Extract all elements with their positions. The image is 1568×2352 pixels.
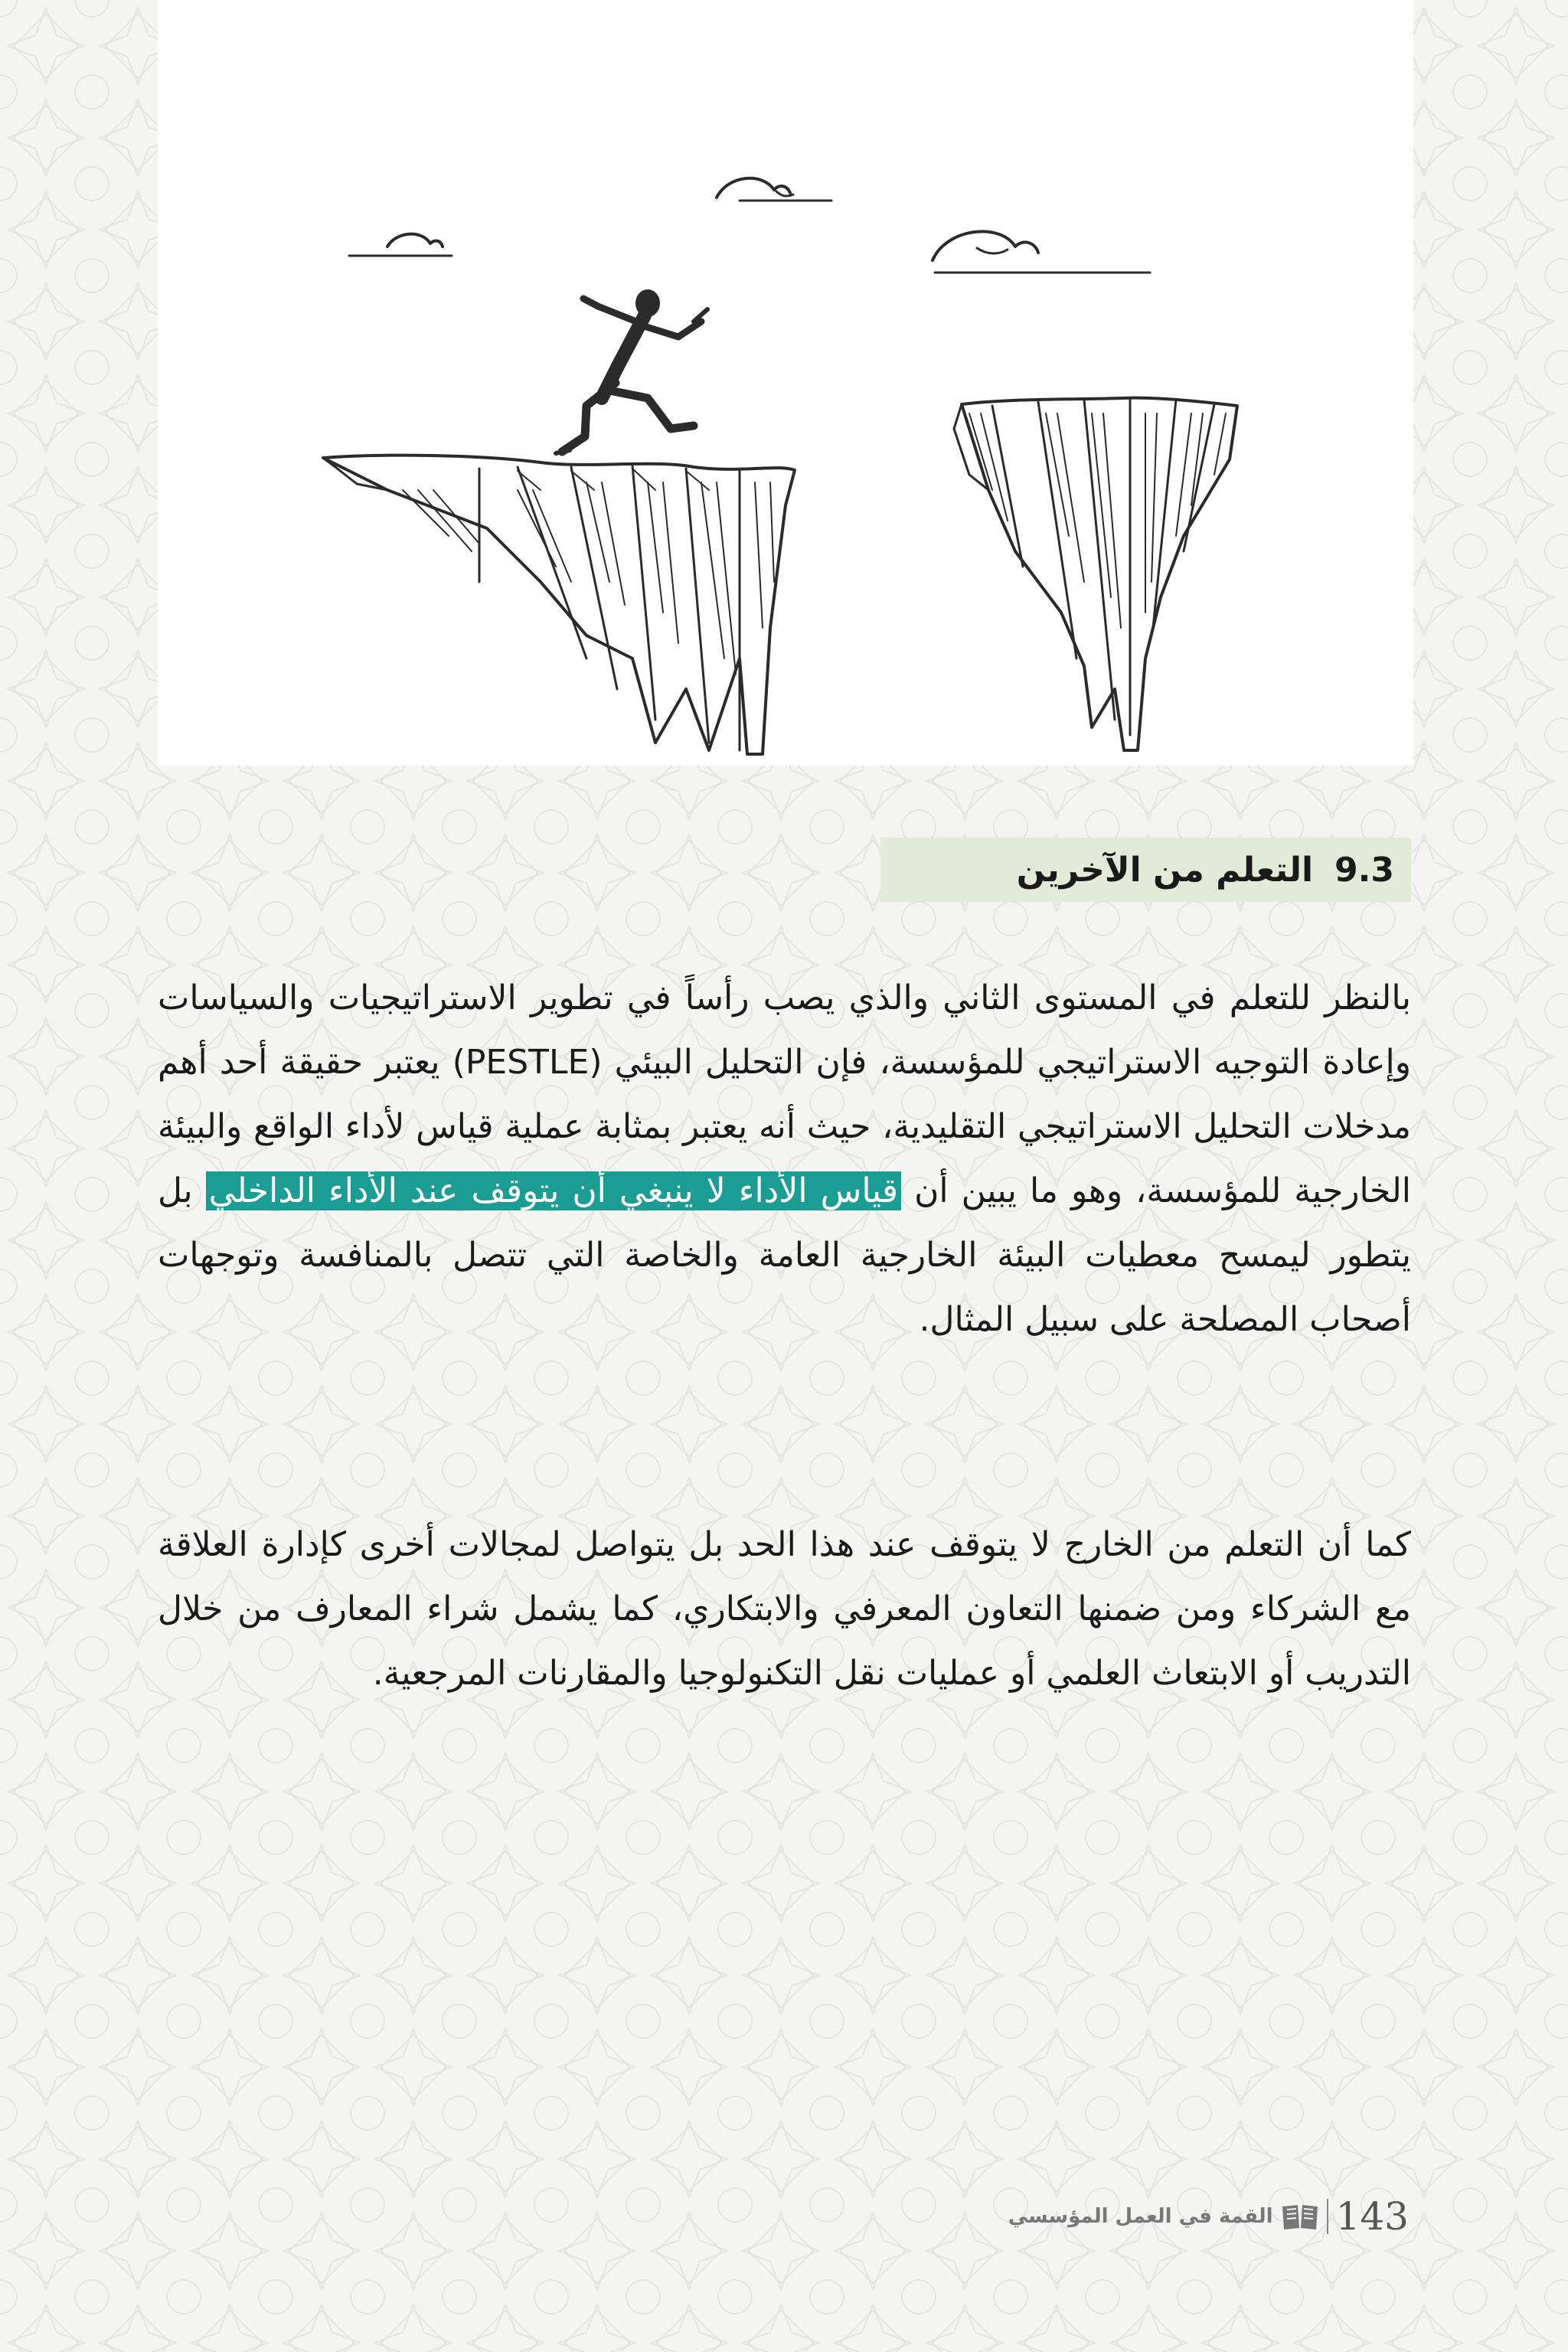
- paragraph-1-start: بالنظر للتعلم في المستوى الثاني والذي يصب رأساً في تطوير الاستراتيجيات والسياسات وإعادة التوجيه الاستراتيجي للمؤسسة، فإن التحليل البيئي (PESTLE) يعتبر حقيقة أحد أهم مدخلات التحليل الاستراتيجي التقليدية، حيث أنه يعتبر بمثابة عملية قياس لأداء الواقع والبيئة الخارجية للمؤسسة، وهو ما يبين أن: [158, 978, 1411, 1210]
- footer-book-title: القمة في العمل المؤسسي: [1008, 2205, 1273, 2228]
- page-footer: [1008, 2190, 1409, 2243]
- cliff-jump-illustration: [158, 0, 1413, 766]
- open-book-icon: [1281, 2202, 1319, 2231]
- highlighted-phrase: قياس الأداء لا ينبغي أن يتوقف عند الأداء الداخلي: [206, 1171, 901, 1210]
- page-number: 143: [1335, 2194, 1409, 2239]
- section-number: 9.3: [1334, 850, 1394, 890]
- paragraph-2: كما أن التعلم من الخارج لا يتوقف عند هذا الحد بل يتواصل لمجالات أخرى كإدارة العلاقة مع الشركاء ومن ضمنها التعاون المعرفي والابتكاري، كما يشمل شراء المعارف من خلال التدريب أو الابتعاث العلمي أو عمليات نقل التكنولوجيا والمقارنات المرجعية.: [158, 1525, 1411, 1693]
- paragraph-1: [158, 966, 1411, 1352]
- section-heading: [880, 838, 1411, 902]
- cliff-jump-sketch: [158, 0, 1413, 766]
- footer-separator: [1327, 2199, 1328, 2234]
- paragraph-1-end: بل يتطور ليمسح معطيات البيئة الخارجية العامة والخاصة التي تتصل بالمنافسة وتوجهات أصحاب المصلحة على سبيل المثال.: [158, 1171, 1411, 1339]
- section-title: التعلم من الآخرين: [1016, 850, 1314, 890]
